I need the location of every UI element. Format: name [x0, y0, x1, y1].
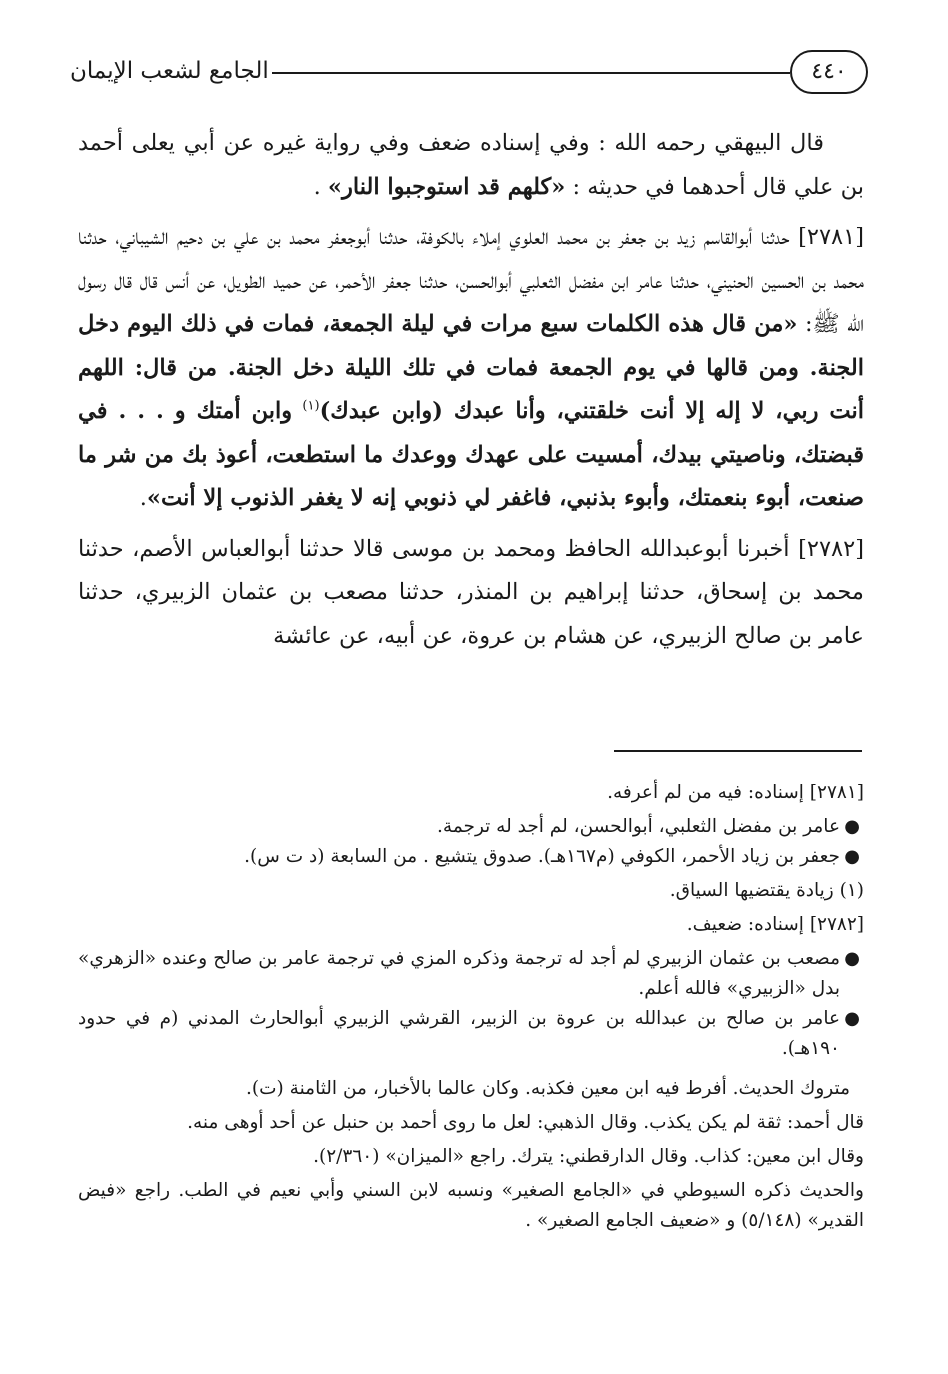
header-rule: [272, 72, 790, 74]
page-number: ٤٤٠: [790, 50, 868, 94]
bullet-icon: ●: [844, 948, 860, 969]
footnote-2781-heading: [٢٧٨١] إسناده: فيه من لم أعرفه.: [607, 782, 864, 803]
footnotes: [78, 778, 864, 1240]
bullet-icon: ●: [844, 816, 860, 837]
bullet-icon: ●: [844, 1008, 860, 1029]
paragraph-end: .: [139, 485, 147, 511]
bullet-icon: ●: [844, 846, 860, 867]
paragraph-hadith-2782: [78, 528, 864, 659]
footnote-marker: (١): [302, 398, 320, 414]
running-title: الجامع لشعب الإيمان: [70, 58, 269, 84]
footnote-ahmad-dhahabi: قال أحمد: ثقة لم يكن يكذب. وقال الذهبي: لعل ما روى أحمد بن حنبل عن أحد أوهى منه.: [187, 1112, 864, 1133]
footnote-1: (١) زيادة يقتضيها السياق.: [669, 880, 864, 901]
footnote-2782-list: [78, 944, 864, 1064]
list-item: [78, 812, 860, 842]
paragraph-bayhaqi-comment: [78, 122, 864, 209]
list-item: [78, 944, 860, 1004]
footnote-2782-heading: [٢٧٨٢] إسناده: ضعيف.: [686, 914, 864, 935]
hadith-matn: «من قال هذه الكلمات سبع مرات في ليلة الجمعة، فمات في ذلك اليوم دخل الجنة. ومن قالها في يوم الجمعة فمات في تلك الليلة دخل الجنة. من قال: اللهم أنت ربي، لا إله إلا أنت خلقتني، وأنا عبدك (وابن عبدك): [78, 311, 865, 424]
footnote-suyuti-reference: والحديث ذكره السيوطي في «الجامع الصغير» ونسبه لابن السني وأبي نعيم في الطب. راجع «فيض القدير» (٥/١٤٨) و «ضعيف الجامع الصغير» .: [78, 1180, 864, 1231]
paragraph-hadith-2781: [78, 216, 864, 521]
footnote-ibn-maeen: وقال ابن معين: كذاب. وقال الدارقطني: يترك. راجع «الميزان» (٢/٣٦٠).: [313, 1146, 864, 1167]
list-item-text: جعفر بن زياد الأحمر، الكوفي (م١٦٧هـ). صدوق يتشيع . من السابعة (د ت س).: [244, 846, 840, 867]
footnote-separator: [614, 750, 862, 752]
isnad-text: [٢٧٨٢] أخبرنا أبوعبدالله الحافظ ومحمد بن موسى قالا حدثنا أبوالعباس الأصم، حدثنا محمد بن إسحاق، حدثنا إبراهيم بن المنذر، حدثنا مصعب بن عثمان الزبيري، حدثنا عامر بن صالح الزبيري، عن هشام بن عروة، عن أبيه، عن عائشة: [78, 535, 864, 649]
list-item-text: عامر بن مفضل الثعلبي، أبوالحسن، لم أجد له ترجمة.: [437, 816, 840, 837]
footnote-narrator-grading: متروك الحديث. أفرط فيه ابن معين فكذبه. وكان عالما بالأخبار، من الثامنة (ت).: [246, 1078, 850, 1099]
main-text: [78, 122, 864, 665]
list-item-text: عامر بن صالح بن عبدالله بن عروة بن الزبير، القرشي الزبيري أبوالحارث المدني (م في حدود ١٩٠هـ).: [78, 1008, 840, 1059]
footnote-2781-list: [78, 812, 864, 872]
hadith-matn-continued: وابن أمتك و . . . في قبضتك، وناصيتي بيدك، أمسيت على عهدك ووعدك ما استطعت، أعوذ بك من شر ما صنعت، أبوء بنعمتك، وأبوء بذنبي، فاغفر لي ذنوبي إنه لا يغفر الذنوب إلا أنت»: [78, 398, 864, 511]
paragraph-end: .: [313, 173, 321, 200]
paragraph-text: قال البيهقي رحمه الله : وفي إسناده ضعف وفي رواية غيره عن أبي يعلى أحمد بن علي قال أحدهما في حديثه :: [78, 130, 864, 200]
list-item: [78, 1004, 860, 1064]
list-item-text: مصعب بن عثمان الزبيري لم أجد له ترجمة وذكره المزي في ترجمة عامر بن صالح وعنده «الزهري» بدل «الزبيري» فالله أعلم.: [78, 948, 840, 999]
isnad-text: [٢٧٨١] حدثنا أبوالقاسم زيد بن جعفر بن محمد العلوي إملاء بالكوفة، حدثنا أبوجعفر محمد بن علي بن دحيم الشيباني، حدثنا محمد بن الحسين الحنيني، حدثنا عامر ابن مفضل الثعلبي أبوالحسن، حدثنا جعفر الأحمر، عن حميد الطويل، عن أنس قال قال رسول الله ﷺ:: [78, 224, 864, 337]
quoted-hadith-text: «كلهم قد استوجبوا النار»: [327, 173, 566, 200]
list-item: [78, 842, 860, 872]
